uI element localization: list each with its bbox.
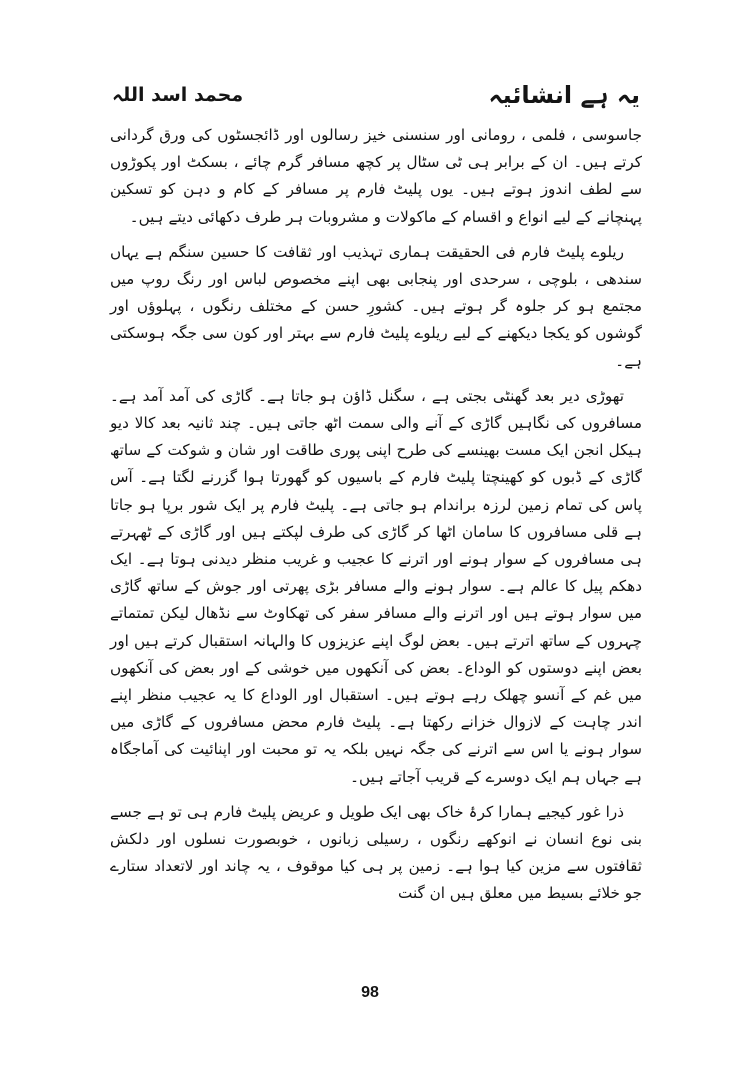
paragraph: جاسوسی ، فلمی ، رومانی اور سنسنی خیز رسالوں اور ڈائجسٹوں کی ورق گردانی کرتے ہیں۔ ان کے برابر ہی ٹی سٹال پر کچھ مسافر گرم چائے ، بسکٹ اور پکوڑوں سے لطف اندوز ہوتے ہیں۔ یوں پلیٹ فارم پر مسافر کے کام و دہن کو تسکین پہنچانے کے لیے انواع و اقسام کے ماکولات و مشروبات ہر طرف دکھائی دیتے ہیں۔ <box>110 126 642 226</box>
body-text <box>110 122 642 916</box>
page-header <box>112 78 640 112</box>
author-name: محمد اسد اللہ <box>112 84 244 106</box>
page-title: یہ ہے انشائیہ <box>488 81 640 109</box>
paragraph: تھوڑی دیر بعد گھنٹی بجتی ہے ، سگنل ڈاؤن ہو جاتا ہے۔ گاڑی کی آمد آمد ہے۔ مسافروں کی نگاہیں گاڑی کے آنے والی سمت اٹھ جاتی ہیں۔ چند ثانیہ بعد کالا دیو ہیکل انجن ایک مست بھینسے کی طرح اپنی پوری طاقت اور شان و شوکت کے ساتھ گاڑی کے ڈبوں کو کھینچتا پلیٹ فارم کے باسیوں کو گھورتا ہوا گزرنے لگتا ہے۔ آس پاس کی تمام زمین لرزہ براندام ہو جاتی ہے۔ پلیٹ فارم پر ایک شور برپا ہو جاتا ہے قلی مسافروں کا سامان اٹھا کر گاڑی کی طرف لپکتے ہیں اور گاڑی کے ٹھہرتے ہی مسافروں کے سوار ہونے اور اترنے کا عجیب و غریب منظر دیدنی ہوتا ہے۔ ایک دھکم پیل کا عالم ہے۔ سوار ہونے والے مسافر بڑی پھرتی اور جوش کے ساتھ گاڑی میں سوار ہوتے ہیں اور اترنے والے مسافر سفر کی تھکاوٹ سے نڈھال لیکن تمتماتے چہروں کے ساتھ اترتے ہیں۔ بعض لوگ اپنے عزیزوں کا والہانہ استقبال کرتے ہیں اور بعض اپنے دوستوں کو الوداع۔ بعض کی آنکھوں میں خوشی کے اور بعض کی آنکھوں میں غم کے آنسو چھلک رہے ہوتے ہیں۔ استقبال اور الوداع کا یہ عجیب منظر اپنے اندر چاہت کے لازوال خزانے رکھتا ہے۔ پلیٹ فارم محض مسافروں کے گاڑی میں سوار ہونے یا اس سے اترنے کی جگہ نہیں بلکہ یہ تو محبت اور اپنائیت کی آماجگاہ ہے جہاں ہم ایک دوسرے کے قریب آجاتے ہیں۔ <box>110 386 642 786</box>
page-number: 98 <box>361 984 379 1001</box>
paragraph: ریلوے پلیٹ فارم فی الحقیقت ہماری تہذیب اور ثقافت کا حسین سنگم ہے یہاں سندھی ، بلوچی ، سرحدی اور پنجابی بھی اپنے مخصوص لباس اور رنگ روپ میں مجتمع ہو کر جلوہ گر ہوتے ہیں۔ کشورِ حسن کے مختلف رنگوں ، پہلوؤں اور گوشوں کو یکجا دیکھنے کے لیے ریلوے پلیٹ فارم سے بہتر اور کون سی جگہ ہوسکتی ہے۔ <box>110 242 642 370</box>
paragraph: ذرا غور کیجیے ہمارا کرۂ خاک بھی ایک طویل و عریض پلیٹ فارم ہی تو ہے جسے بنی نوع انسان نے انوکھے رنگوں ، رسیلی زبانوں ، خوبصورت نسلوں اور دلکش ثقافتوں سے مزین کیا ہوا ہے۔ زمین پر ہی کیا موقوف ، یہ چاند اور لاتعداد ستارے جو خلائے بسیط میں معلق ہیں ان گنت <box>110 802 642 903</box>
